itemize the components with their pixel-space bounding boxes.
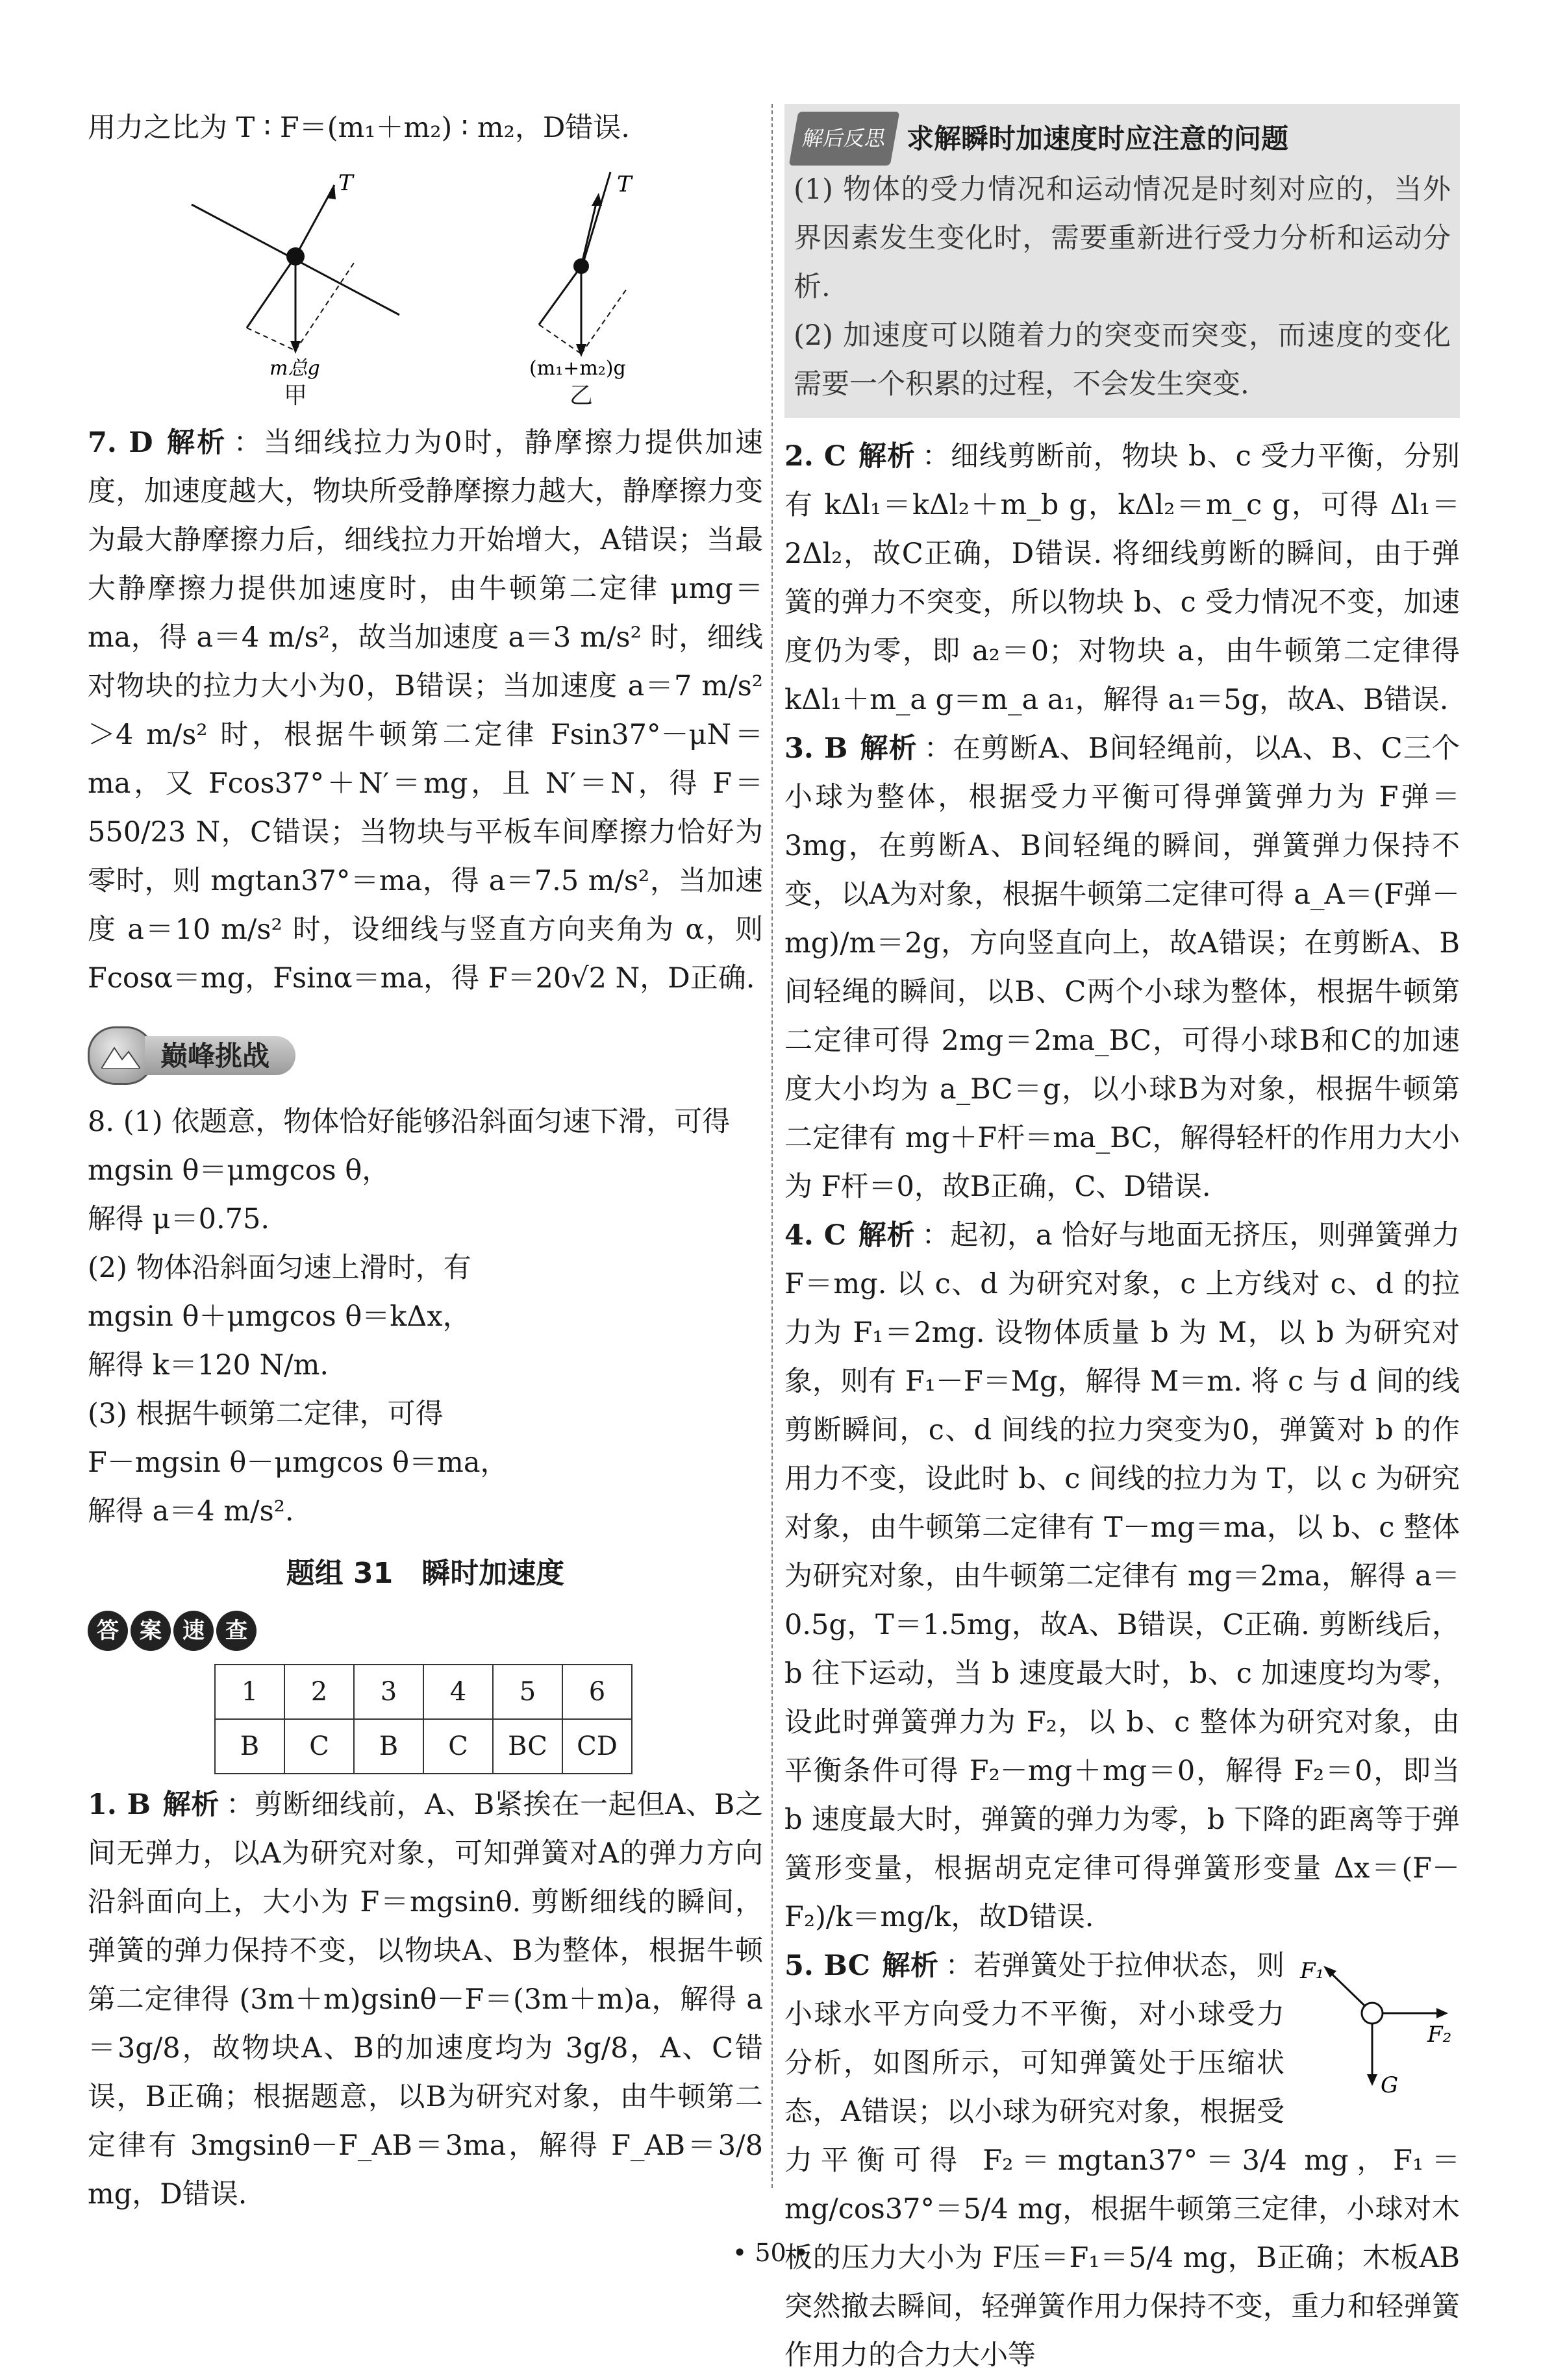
answer-num: 3 [354, 1665, 423, 1719]
quick-char: 案 [131, 1611, 171, 1651]
answer-val: C [423, 1719, 493, 1774]
label-g-jia: m总g [269, 357, 320, 380]
caption-yi: 乙 [569, 382, 593, 409]
q1-number: 1. B [88, 1789, 151, 1821]
q8-line: (3) 根据牛顿第二定律，可得 [88, 1398, 444, 1430]
q8-line: mgsin θ＋μmgcos θ＝kΔx， [88, 1300, 471, 1333]
ball-force-diagram [1297, 1942, 1460, 2098]
answer-num: 5 [493, 1665, 562, 1719]
q3-text: ：在剪断A、B间轻绳前，以A、B、C三个小球为整体，根据受力平衡可得弹簧弹力为 F弹＝3mg，在剪断A、B间轻绳的瞬间，弹簧弹力保持不变，以A为对象，根据牛顿第二定律可得 a_A＝(F弹－mg)/m＝2g，方向竖直向上，故A错误；在剪断A、B间轻绳的瞬间，以B、C两个小球为整体，根据牛顿第二定律可得 2mg＝2ma_BC，可得小球B和C的加速度大小均为 a_BC＝g，以小球B为对象，根据牛顿第二定律有 mg＋F杆＝ma_BC，解得轻杆的作用力大小为 F杆＝0，故B正确，C、D错误. [784, 732, 1460, 1203]
answer-val: CD [562, 1719, 632, 1774]
q5-number: 5. BC [784, 1950, 870, 1982]
answer-number-row [215, 1665, 632, 1719]
force-diagram-jia [185, 166, 406, 380]
reflection-title: 求解瞬时加速度时应注意的问题 [907, 123, 1289, 155]
q1-text: ：剪断细线前，A、B紧挨在一起但A、B之间无弹力，以A为研究对象，可知弹簧对A的弹力方向沿斜面向上，大小为 F＝mgsinθ. 剪断细线的瞬间，弹簧的弹力保持不变，以物块A、B为整体，根据牛顿第二定律得 (3m＋m)gsinθ－F＝(3m＋m)a，解得 a＝3g/8，故物块A、B的加速度均为 3g/8，A、C错误，B正确；根据题意，以B为研究对象，由牛顿第二定律有 3mgsinθ－F_AB＝3ma，解得 F_AB＝3/8 mg，D错误. [88, 1789, 763, 2211]
peak-challenge-header [88, 1026, 763, 1085]
page-number: • 50 • [732, 2238, 809, 2267]
q2-answer [784, 432, 1460, 725]
q3-number: 3. B [784, 732, 848, 765]
q1-label: 解析 [162, 1789, 220, 1821]
answer-val: C [284, 1719, 354, 1774]
label-F2: F₂ [1427, 2022, 1452, 2048]
answer-value-row [215, 1719, 632, 1774]
q4-answer [784, 1211, 1460, 1942]
reflection-header [794, 112, 1451, 166]
figure-row [88, 166, 763, 412]
answer-table [214, 1664, 633, 1774]
q8-line: mgsin θ＝μmgcos θ， [88, 1154, 390, 1187]
q2-label: 解析 [858, 440, 916, 473]
answer-num: 4 [423, 1665, 493, 1719]
reflection-badge: 解后反思 [789, 112, 900, 166]
q8-line: 8. (1) 依题意，物体恰好能够沿斜面匀速下滑，可得 [88, 1106, 731, 1138]
label-T-yi: T [617, 171, 632, 197]
mountain-icon [88, 1026, 154, 1085]
quick-answer-badge [88, 1611, 763, 1651]
column-divider [771, 104, 773, 2188]
q7-answer [88, 419, 763, 1003]
reflection-point: (1) 物体的受力情况和运动情况是时刻对应的，当外界因素发生变化时，需要重新进行受力分析和运动分析. [794, 173, 1451, 303]
q4-label: 解析 [857, 1219, 916, 1252]
q7-label: 解析 [164, 427, 227, 459]
q8-line: 解得 k＝120 N/m. [88, 1349, 329, 1382]
label-T-jia: T [338, 170, 353, 196]
q8-line: (2) 物体沿斜面匀速上滑时，有 [88, 1252, 471, 1284]
quick-char: 速 [173, 1611, 214, 1651]
label-F1: F₁ [1300, 1958, 1325, 1984]
q5-answer [784, 1942, 1460, 2380]
q2-number: 2. C [784, 440, 847, 473]
label-g-yi: (m₁+m₂)g [529, 357, 626, 380]
caption-jia: 甲 [283, 382, 307, 409]
q2-text: ：细线剪断前，物块 b、c 受力平衡，分别有 kΔl₁＝kΔl₂＋m_b g，kΔl₂＝m_c g，可得 Δl₁＝2Δl₂，故C正确，D错误. 将细线剪断的瞬间，由于弹簧的弹力不突变，所以物块 b、c 受力情况不变，加速度仍为零，即 a₂＝0；对物块 a，由牛顿第二定律得 kΔl₁＋m_a g＝m_a a₁，解得 a₁＝5g，故A、B错误. [784, 440, 1460, 716]
answer-num: 2 [284, 1665, 354, 1719]
answer-num: 1 [215, 1665, 284, 1719]
answer-num: 6 [562, 1665, 632, 1719]
q8-answer [88, 1098, 763, 1536]
q5-text: ：若弹簧处于拉伸状态，则小球水平方向受力不平衡，对小球受力分析，如图所示，可知弹簧处于压缩状态，A错误；以小球为研究对象，根据受力平衡可得 F₂＝mgtan37°＝3/4 mg，F₁＝mg/cos37°＝5/4 mg，根据牛顿第三定律，小球对木板的压力大小为 F压＝F₁＝5/4 mg，B正确；木板AB突然撤去瞬间，轻弹簧作用力保持不变，重力和轻弹簧作用力的合力大小等 [784, 1950, 1460, 2372]
peak-title: 巅峰挑战 [145, 1036, 295, 1075]
right-column [784, 104, 1460, 2380]
q7-number: 7. D [88, 427, 153, 459]
q7-text: ：当细线拉力为0时，静摩擦力提供加速度，加速度越大，物块所受静摩擦力越大，静摩擦力变为最大静摩擦力后，细线拉力开始增大，A错误；当最大静摩擦力提供加速度时，由牛顿第二定律 μmg＝ma，得 a＝4 m/s²，故当加速度 a＝3 m/s² 时，细线对物块的拉力大小为0，B错误；当加速度 a＝7 m/s²＞4 m/s² 时，根据牛顿第二定律 Fsin37°－μN＝ma，又 Fcos37°＋N′＝mg，且 N′＝N，得 F＝550/23 N，C错误；当物块与平板车间摩擦力恰好为零时，则 mgtan37°＝ma，得 a＝7.5 m/s²，当加速度 a＝10 m/s² 时，设细线与竖直方向夹角为 α，则 Fcosα＝mg，Fsinα＝ma，得 F＝20√2 N，D正确. [88, 427, 764, 995]
q3-answer [784, 725, 1460, 1211]
figure-yi [497, 166, 666, 412]
answer-val: B [354, 1719, 423, 1774]
left-column [88, 104, 763, 2219]
reflection-point: (2) 加速度可以随着力的突变而突变，而速度的变化需要一个积累的过程，不会发生突变. [794, 319, 1451, 401]
reflection-box [784, 104, 1460, 418]
q1-answer [88, 1781, 763, 2219]
q8-line: F－mgsin θ－μmgcos θ＝ma， [88, 1446, 508, 1479]
q3-label: 解析 [859, 732, 918, 765]
quick-char: 查 [216, 1611, 257, 1651]
figure-jia [185, 166, 406, 412]
group-title: 题组 31 瞬时加速度 [286, 1557, 565, 1590]
q8-line: 解得 a＝4 m/s². [88, 1495, 294, 1528]
q5-label: 解析 [881, 1950, 939, 1982]
q8-line: 解得 μ＝0.75. [88, 1203, 270, 1235]
force-diagram-yi [497, 166, 666, 380]
quick-char: 答 [88, 1611, 128, 1651]
label-G: G [1381, 2072, 1399, 2098]
answer-val: BC [493, 1719, 562, 1774]
q4-text: ：起初，a 恰好与地面无挤压，则弹簧弹力 F＝mg. 以 c、d 为研究对象，c 上方线对 c、d 的拉力为 F₁＝2mg. 设物体质量 b 为 M，以 b 为研究对象，则有 F₁－F＝Mg，解得 M＝m. 将 c 与 d 间的线剪断瞬间，c、d 间线的拉力突变为0，弹簧对 b 的作用力不变，设此时 b、c 间线的拉力为 T，以 c 为研究对象，由牛顿第二定律有 T－mg＝ma，以 b、c 整体为研究对象，由牛顿第二定律有 mg＝2ma，解得 a＝0.5g，T＝1.5mg，故A、B错误，C正确. 剪断线后，b 往下运动，当 b 速度最大时，b、c 加速度均为零，设此时弹簧弹力为 F₂，以 b、c 整体为研究对象，由平衡条件可得 F₂－mg＋mg＝0，解得 F₂＝0，即当 b 速度最大时，弹簧的弹力为零，b 下降的距离等于弹簧形变量，根据胡克定律可得弹簧形变量 Δx＝(F－F₂)/k＝mg/k，故D错误. [784, 1219, 1460, 1933]
answer-val: B [215, 1719, 284, 1774]
q4-number: 4. C [784, 1219, 846, 1252]
q6-tail: 用力之比为 T ∶ F＝(m₁＋m₂) ∶ m₂，D错误. [88, 112, 630, 144]
